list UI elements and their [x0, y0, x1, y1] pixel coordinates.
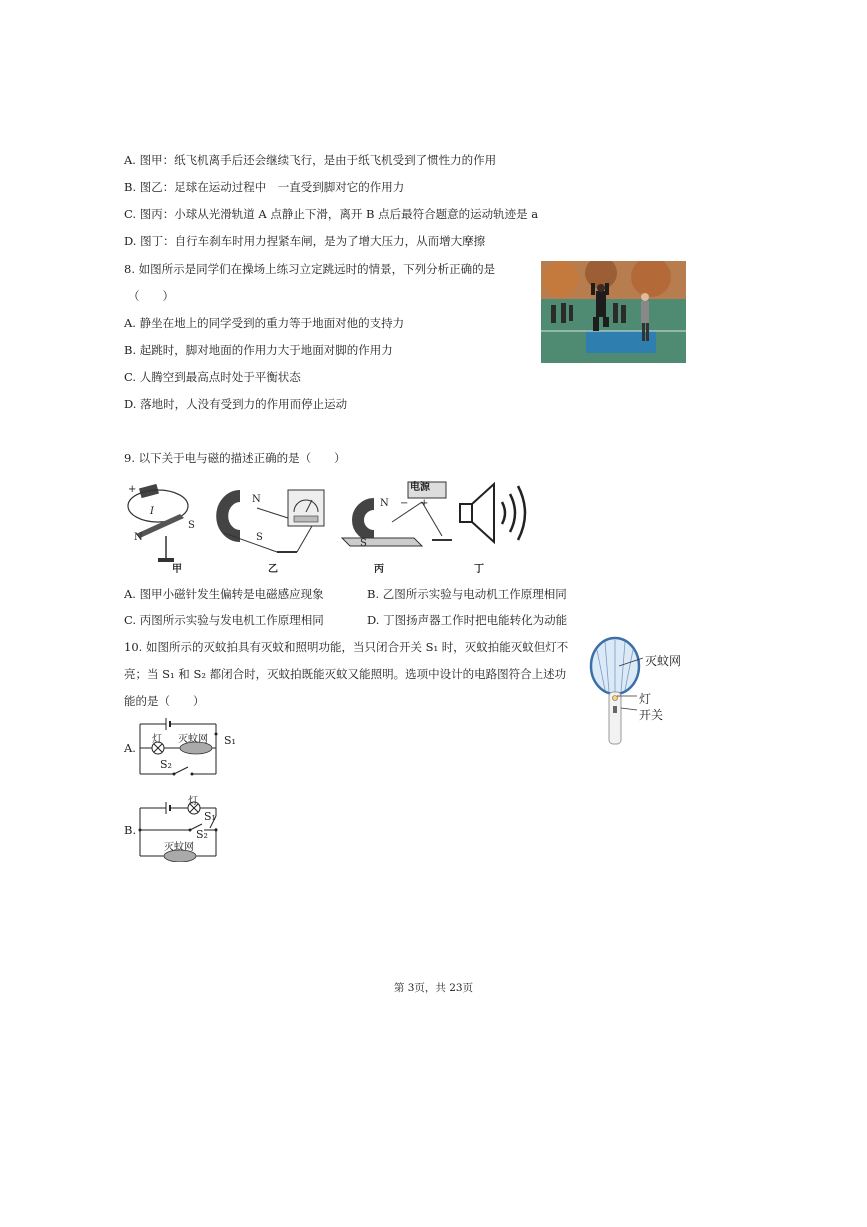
fig-bing-power: 电源 [410, 482, 430, 493]
circuit-b-s2-label: S₂ [196, 828, 208, 841]
q10-option-b-label: B. [124, 823, 137, 837]
fig-jia-plus: + [128, 484, 137, 495]
q10-stem-line1: 10. 如图所示的灭蚊拍具有灭蚊和照明功能，当只闭合开关 S₁ 时，灭蚊拍能灭蚊但灯不 [124, 640, 569, 654]
fig-jia-s: S [188, 520, 195, 531]
circuit-a-net-label: 灭蚊网 [178, 734, 208, 745]
circuit-a-s2-label: S₂ [160, 758, 172, 771]
long-jump-photo [541, 261, 686, 363]
q9-option-b: B. 乙图所示实验与电动机工作原理相同 [367, 587, 567, 601]
q7-option-c: C. 图丙：小球从光滑轨道 A 点静止下滑，离开 B 点后最符合题意的运动轨迹是 a [124, 207, 539, 221]
circuit-b-lamp-label: 灯 [188, 796, 198, 807]
figure-jia [128, 484, 188, 562]
q10-stem-line3: 能的是（ ） [124, 694, 205, 708]
q8-option-c: C. 人腾空到最高点时处于平衡状态 [124, 370, 301, 384]
fig-bing-n: N [380, 498, 389, 509]
q7-option-d: D. 图丁：自行车刹车时用力捏紧车闸，是为了增大压力，从而增大摩擦 [124, 234, 486, 248]
fig-yi-n: N [252, 494, 261, 505]
q10-stem-line2: 亮；当 S₁ 和 S₂ 都闭合时，灭蚊拍既能灭蚊又能照明。选项中设计的电路图符合上述功 [124, 667, 567, 681]
circuit-b-net-label: 灭蚊网 [164, 842, 194, 853]
figure-yi [222, 490, 324, 552]
swatter-lamp-label: 灯 [639, 692, 652, 706]
q9-option-a: A. 图甲小磁针发生偏转是电磁感应现象 [124, 587, 324, 601]
circuit-a-lamp-label: 灯 [152, 734, 162, 745]
q7-option-b: B. 图乙：足球在运动过程中 一直受到脚对它的作用力 [124, 180, 405, 194]
fig-label-bing: 丙 [374, 564, 384, 575]
fig-bing-minus: − [400, 498, 409, 509]
fig-bing-plus: + [420, 498, 429, 509]
fig-label-jia: 甲 [172, 564, 182, 575]
swatter-switch-label: 开关 [639, 708, 664, 722]
q8-stem: 8. 如图所示是同学们在操场上练习立定跳远时的情景，下列分析正确的是 [124, 262, 496, 276]
q10-option-a-label: A. [124, 741, 136, 755]
q8-option-b: B. 起跳时，脚对地面的作用力大于地面对脚的作用力 [124, 343, 393, 357]
fig-yi-s: S [256, 532, 263, 543]
q8-answer-paren: （ ） [128, 289, 174, 303]
q9-option-c: C. 丙图所示实验与发电机工作原理相同 [124, 613, 324, 627]
fig-label-ding: 丁 [474, 564, 484, 575]
figure-bing [342, 482, 452, 546]
q8-option-d: D. 落地时，人没有受到力的作用而停止运动 [124, 397, 348, 411]
swatter-net-label: 灭蚊网 [645, 654, 682, 668]
circuit-a-s1-label: S₁ [224, 734, 236, 747]
q9-option-d: D. 丁图扬声器工作时把电能转化为动能 [367, 613, 568, 627]
fig-bing-s: S [360, 538, 367, 549]
q7-option-a: A. 图甲：纸飞机离手后还会继续飞行，是由于纸飞机受到了惯性力的作用 [124, 153, 497, 167]
electromagnetism-figure [122, 478, 542, 570]
figure-ding [460, 484, 525, 542]
fig-label-yi: 乙 [268, 564, 278, 575]
q9-stem: 9. 以下关于电与磁的描述正确的是（ ） [124, 451, 346, 465]
fig-jia-n: N [134, 532, 143, 543]
page-footer: 第 3页，共 23页 [393, 982, 474, 994]
fig-jia-current: I [150, 506, 154, 517]
circuit-b-s1-label: S₁ [204, 810, 216, 823]
q8-option-a: A. 静坐在地上的同学受到的重力等于地面对他的支持力 [124, 316, 405, 330]
